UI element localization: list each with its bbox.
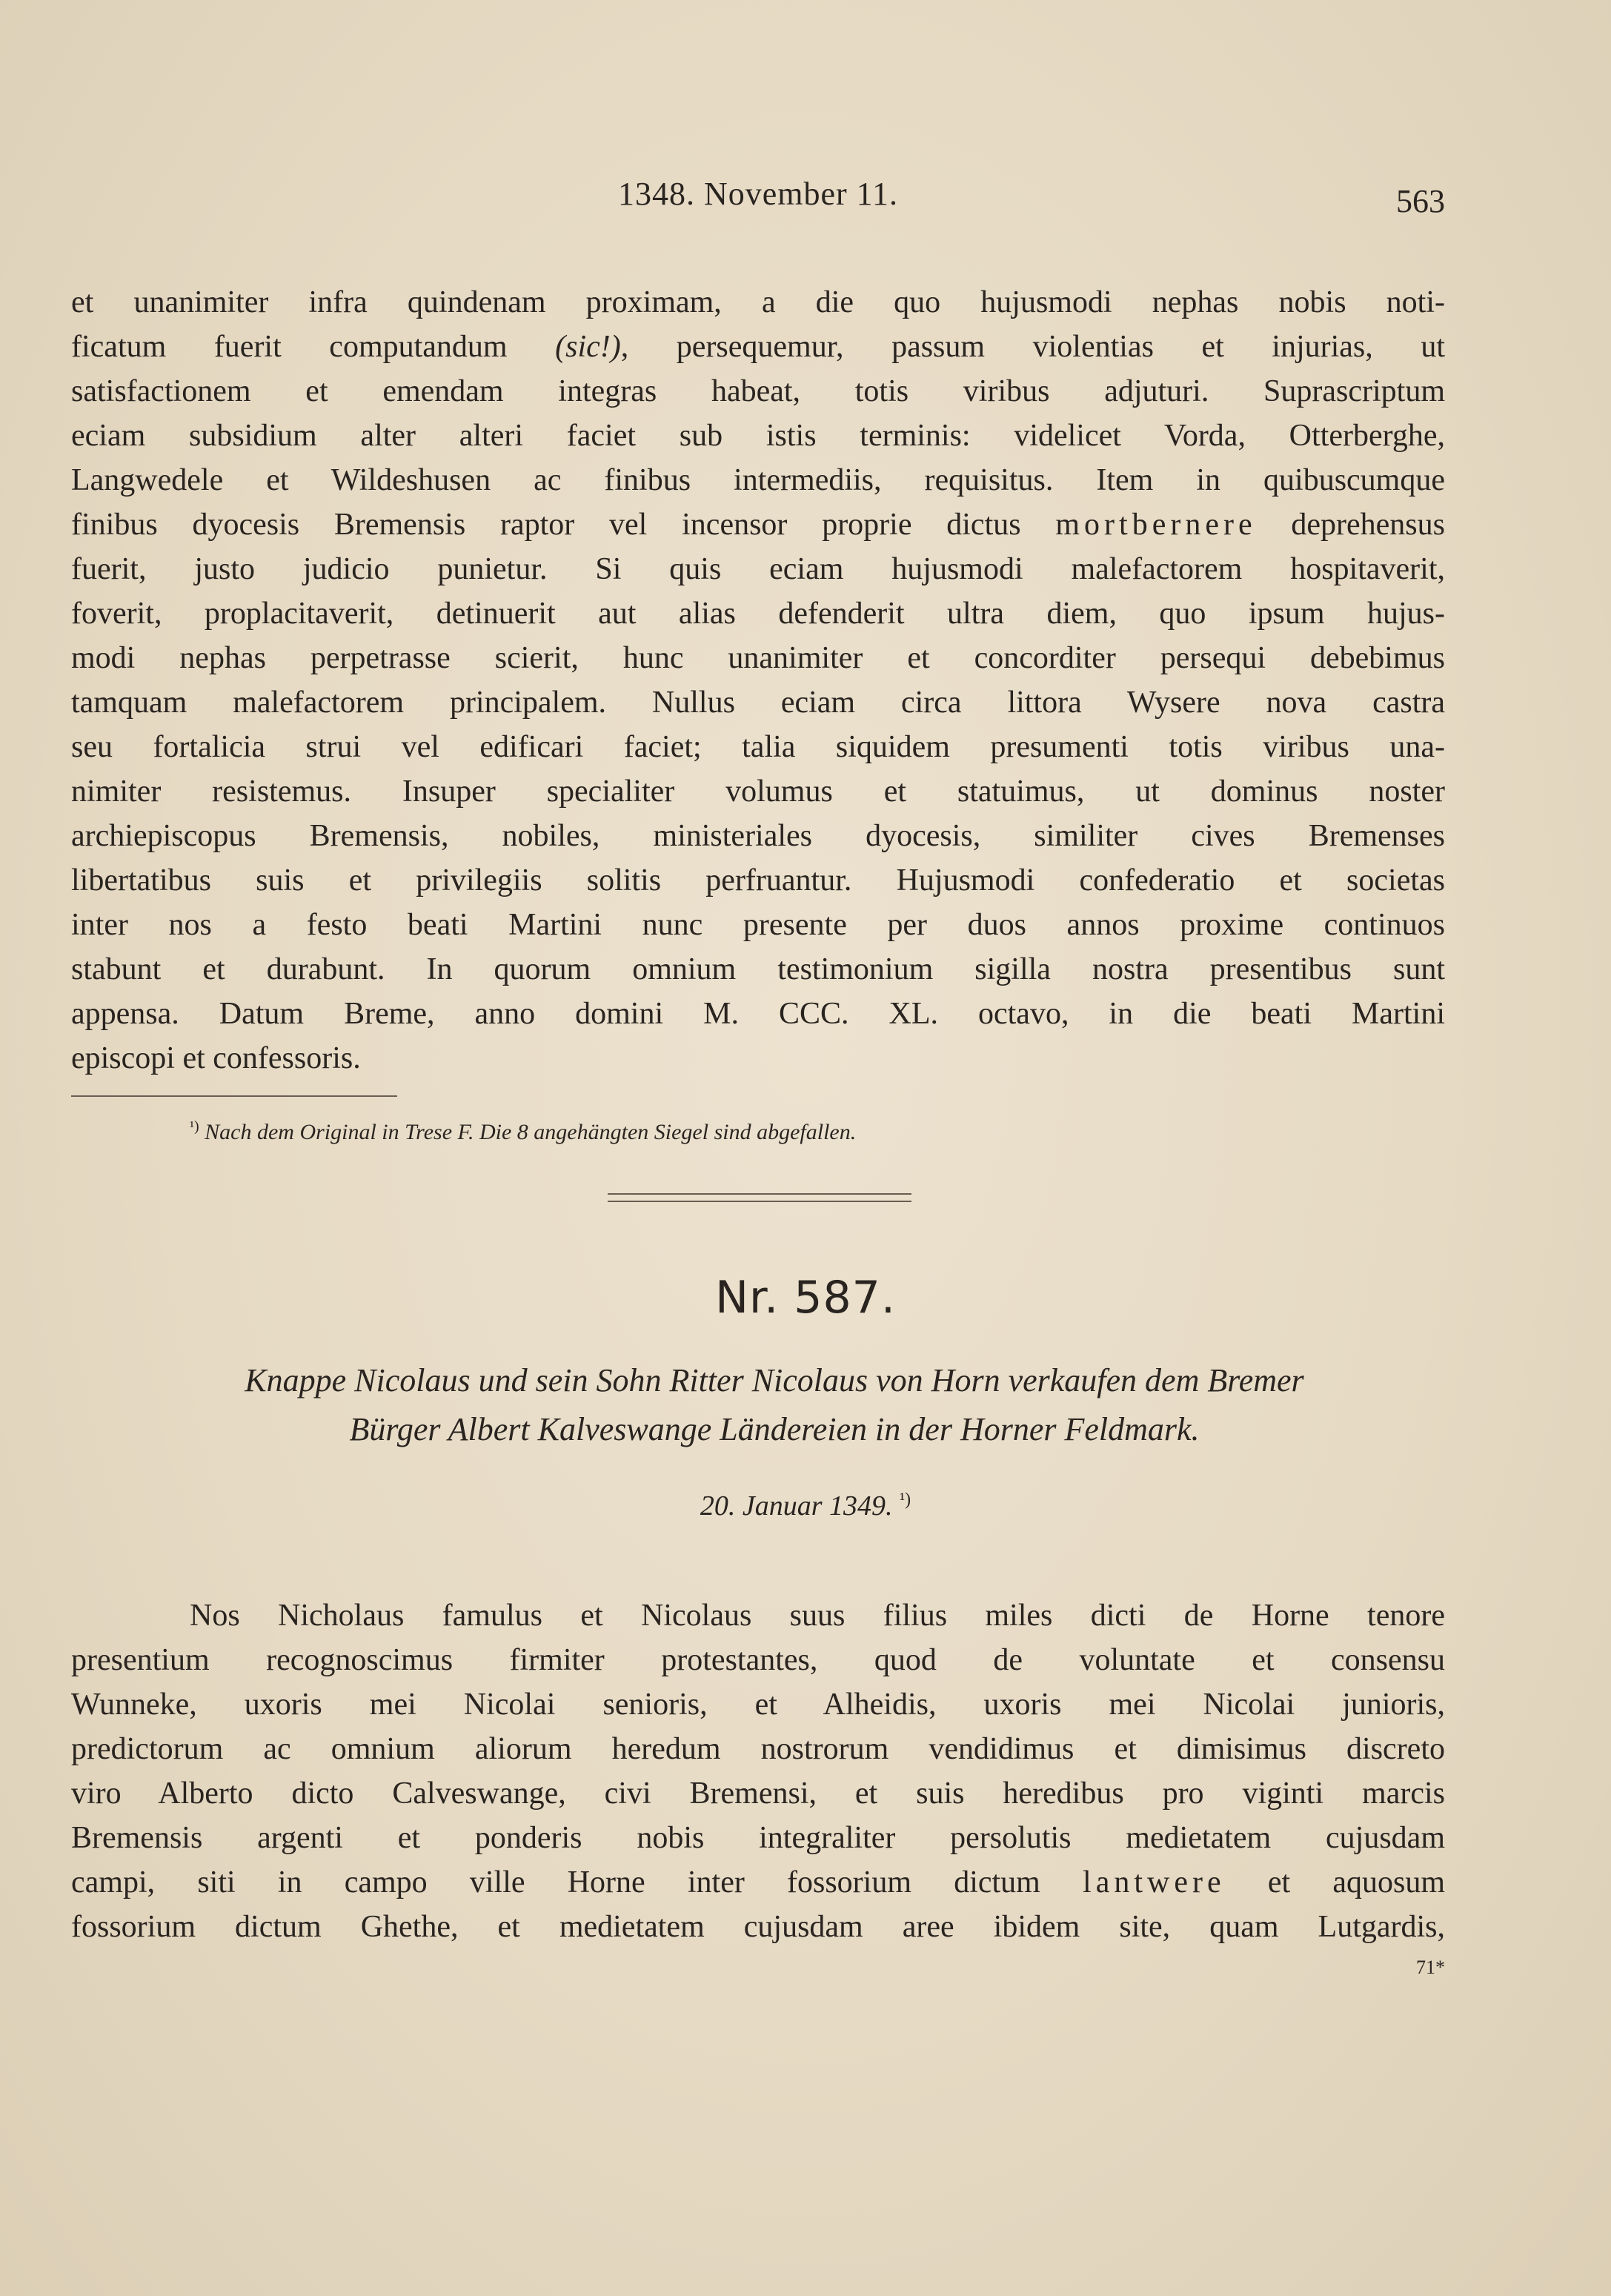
text-run: , persequemur, passum violentias et injurias, ut [620,330,1445,364]
text-run: seu fortalicia strui vel edificari faciet; talia siquidem presumenti totis viribus una- [71,730,1445,764]
text-run: et aquosum [1225,1865,1445,1899]
text-run: predictorum ac omnium aliorum heredum nostrorum vendidimus et dimisimus discreto [71,1732,1445,1766]
text-line [71,769,1445,814]
text-run: Langwedele et Wildeshusen ac finibus intermediis, requisitus. Item in quibuscumque [71,463,1445,497]
italic-note: (sic!) [555,330,621,364]
text-line [71,1905,1445,1949]
text-line [71,502,1445,547]
text-run: eciam subsidium alter alteri faciet sub istis terminis: videlicet Vorda, Otterberghe, [71,419,1445,453]
text-line [71,814,1445,858]
text-run: fossorium dictum Ghethe, et medietatem cujusdam aree ibidem site, quam Lutgardis, [71,1910,1445,1944]
text-run: finibus dyocesis Bremensis raptor vel incensor proprie dictus [71,508,1056,542]
running-head [71,172,1445,224]
text-run: episcopi et confessoris. [71,1041,361,1075]
text-line [71,414,1445,458]
text-run: nimiter resistemus. Insuper specialiter volumus et statuimus, ut dominus noster [71,774,1445,809]
regest-line-2: Bürger Albert Kalveswange Ländereien in der Horner Feldmark. [349,1411,1200,1447]
running-head-date: 1348. November 11. [617,176,899,212]
text-run: tamquam malefactorem principalem. Nullus eciam circa littora Wysere nova castra [71,686,1445,720]
text-line [71,591,1445,636]
text-run: Wunneke, uxoris mei Nicolai senioris, et Alheidis, uxoris mei Nicolai junioris, [71,1688,1445,1722]
text-run: presentium recognoscimus firmiter protestantes, quod de voluntate et consensu [71,1643,1445,1677]
text-line [71,947,1445,992]
text-line [71,636,1445,680]
footnote-text: Nach dem Original in Trese F. Die 8 angehängten Siegel sind abgefallen. [205,1120,857,1144]
text-line [71,1816,1445,1860]
footnote-divider [71,1095,397,1097]
text-line [71,1682,1445,1727]
text-run: foverit, proplacitaverit, detinuerit aut alias defenderit ultra diem, quo ipsum hujus- [71,597,1445,631]
text-line [71,547,1445,591]
regest-line-1: Knappe Nicolaus und sein Sohn Ritter Nicolaus von Horn verkaufen dem Bremer [245,1362,1304,1398]
spaced-term: lantwere [1083,1865,1226,1899]
page-number: 563 [1396,183,1445,219]
text-run: modi nephas perpetrasse scierit, hunc unanimiter et concorditer persequi debebimus [71,641,1445,675]
text-run: Bremensis argenti et ponderis nobis integraliter persolutis medietatem cujusdam [71,1821,1445,1855]
date-footnote-marker: ¹) [899,1490,911,1510]
charter-number: Nr. 587. [715,1272,896,1324]
text-line [71,280,1445,325]
text-line [71,992,1445,1036]
text-line [71,725,1445,769]
text-line [71,369,1445,414]
text-run: fuerit, justo judicio punietur. Si quis eciam hujusmodi malefactorem hospitaverit, [71,552,1445,586]
text-run: libertatibus suis et privilegiis solitis perfruantur. Hujusmodi confederatio et societas [71,863,1445,898]
footnote [71,1112,1445,1147]
text-run: inter nos a festo beati Martini nunc presente per duos annos proxime continuos [71,908,1445,942]
text-run: et unanimiter infra quindenam proximam, a die quo hujusmodi nephas nobis noti- [71,285,1445,319]
charter-date-text: 20. Januar 1349. [700,1490,893,1522]
charter-date [0,1490,1611,1522]
text-run: appensa. Datum Breme, anno domini M. CCC. XL. octavo, in die beati Martini [71,997,1445,1031]
section-divider [608,1193,911,1202]
text-run: stabunt et durabunt. In quorum omnium testimonium sigilla nostra presentibus sunt [71,952,1445,986]
spaced-term: mortbernere [1055,508,1257,542]
text-line [71,1771,1445,1816]
text-line [71,1036,1445,1081]
text-run: deprehensus [1256,508,1445,542]
text-run: Nos Nicholaus famulus et Nicolaus suus filius miles dicti de Horne tenore [190,1599,1445,1633]
text-run: satisfactionem et emendam integras habeat, totis viribus adjuturi. Suprascriptum [71,374,1445,408]
text-line [71,858,1445,903]
signature-mark: 71* [1416,1957,1445,1978]
text-line [71,325,1445,369]
text-line [71,903,1445,947]
text-line [71,1638,1445,1682]
previous-charter-text [71,280,1445,1081]
text-run: ficatum fuerit computandum [71,330,556,364]
text-line [71,680,1445,725]
text-line [71,1593,1445,1638]
text-run: campi, siti in campo ville Horne inter fossorium dictum [71,1865,1083,1899]
charter-text [71,1593,1445,1949]
text-line [71,458,1445,502]
text-line [71,1727,1445,1771]
text-run: archiepiscopus Bremensis, nobiles, ministeriales dyocesis, similiter cives Bremenses [71,819,1445,853]
charter-regest [104,1356,1445,1454]
text-run: viro Alberto dicto Calveswange, civi Bremensi, et suis heredibus pro viginti marcis [71,1776,1445,1811]
footnote-marker: ¹) [190,1118,199,1135]
text-line [71,1860,1445,1905]
